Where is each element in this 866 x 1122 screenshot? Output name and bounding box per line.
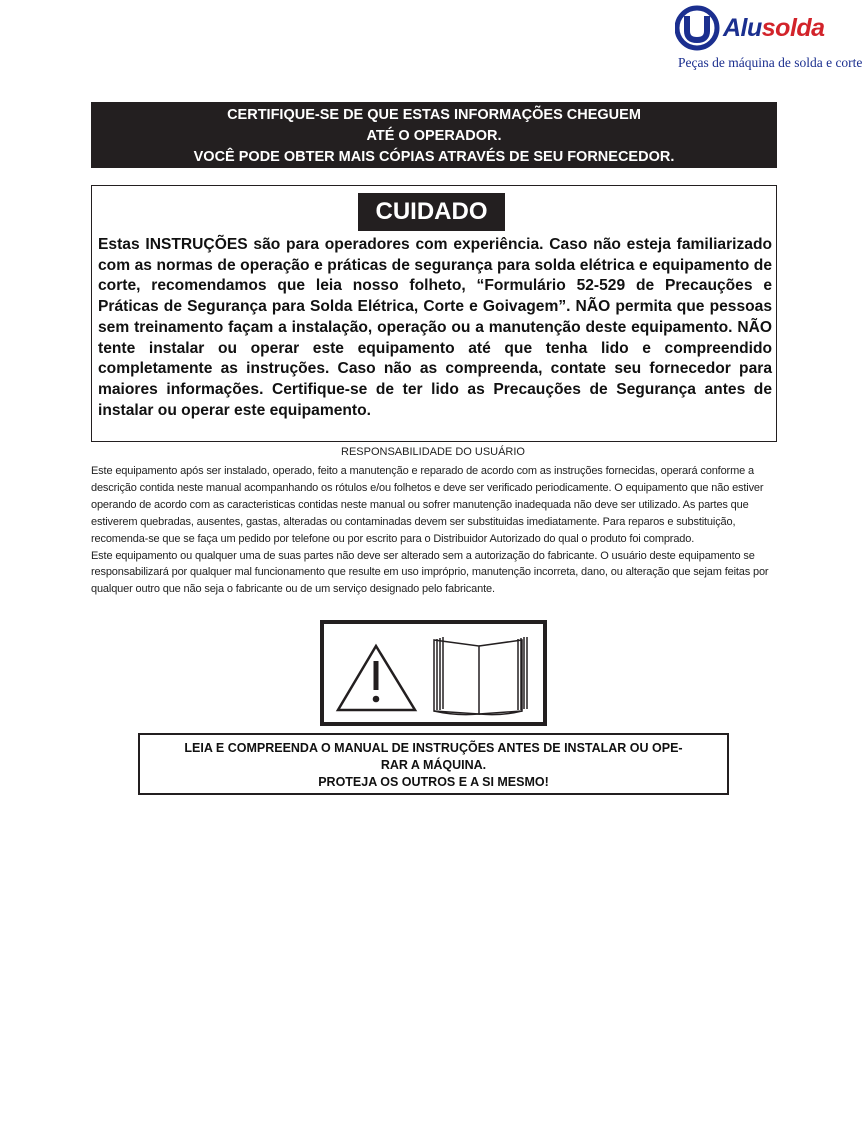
safety-icons-frame [320,620,547,726]
caution-title: CUIDADO [358,193,505,231]
logo-brand [723,14,825,43]
read-manual-box [138,733,729,795]
caution-box [91,185,777,442]
caution-text: Estas INSTRUÇÕES são para operadores com experiência. Caso não esteja familiarizado com as normas de operação e práticas de segurança para solda elétrica e equipamento de corte, recomendamos que leia nosso folheto, “Formulário 52-529 de Precauções e Práticas de Segurança para Solda Elétrica, Corte e Goivagem”. NÃO permita que pessoas sem treinamento façam a instalação, operação ou a manutenção deste equipamento. NÃO tente instalar ou operar este equipamento até que tenha lido e compreendido completamente as instruções. Caso não as compreenda, contate seu fornecedor para maiores informações. Certifique-se de ter lido as Precauções de Segurança antes de instalar ou operar este equipamento. [98,236,772,419]
warning-triangle-icon [338,646,415,710]
manual-book-icon [434,637,527,715]
responsibility-title: RESPONSABILIDADE DO USUÁRIO [341,446,525,458]
banner-line-1: CERTIFIQUE-SE DE QUE ESTAS INFORMAÇÕES CHEGUEM [227,107,641,123]
logo-brand-solda: solda [761,14,825,42]
banner-line-3: VOCÊ PODE OBTER MAIS CÓPIAS ATRAVÉS DE SEU FORNECEDOR. [193,149,675,165]
alusolda-logo [675,2,863,74]
read-manual-line-3: PROTEJA OS OUTROS E A SI MESMO! [318,775,549,789]
logo-brand-alu: Alu [723,14,762,42]
distribution-banner [91,102,777,168]
banner-line-2: ATÉ O OPERADOR. [366,128,502,144]
responsibility-paragraph-2: Este equipamento ou qualquer uma de suas partes não deve ser alterado sem a autorização do fabricante. O usuário deste equipamento se responsabilizará por qualquer mal funcionamento que resulte em uso impróprio, manutenção incorreta, dano, ou alteração que sejam feitas por qualquer outro que não seja o fabricante ou de um serviço designado pelo fabricante. [91,549,769,596]
responsibility-body [91,463,773,598]
read-manual-line-2: RAR A MÁQUINA. [380,758,487,772]
alusolda-emblem-icon [675,4,725,54]
logo-tagline: Peças de máquina de solda e corte [678,55,863,70]
responsibility-paragraph-1: Este equipamento após ser instalado, operado, feito a manutenção e reparado de acordo com as instruções fornecidas, operará conforme a descrição contida neste manual acompanhando os rótulos e/ou folhetos e deve ser verificado periodicamente. O equipamento que não estiver operando de acordo com as caracteristicas contidas neste manual ou sofrer manutenção inadequada não deve ser utilizado. As partes que estiverem quebradas, ausentes, gastas, alteradas ou contaminadas devem ser substituidas imediatamente. Para reparos e substituição, recomenda-se que se faça um pedido por telefone ou por escrito para o Distribuidor Autorizado do qual o produto foi comprado. [91,465,764,545]
read-manual-line-1: LEIA E COMPREENDA O MANUAL DE INSTRUÇÕES ANTES DE INSTALAR OU OPE- [184,741,683,755]
